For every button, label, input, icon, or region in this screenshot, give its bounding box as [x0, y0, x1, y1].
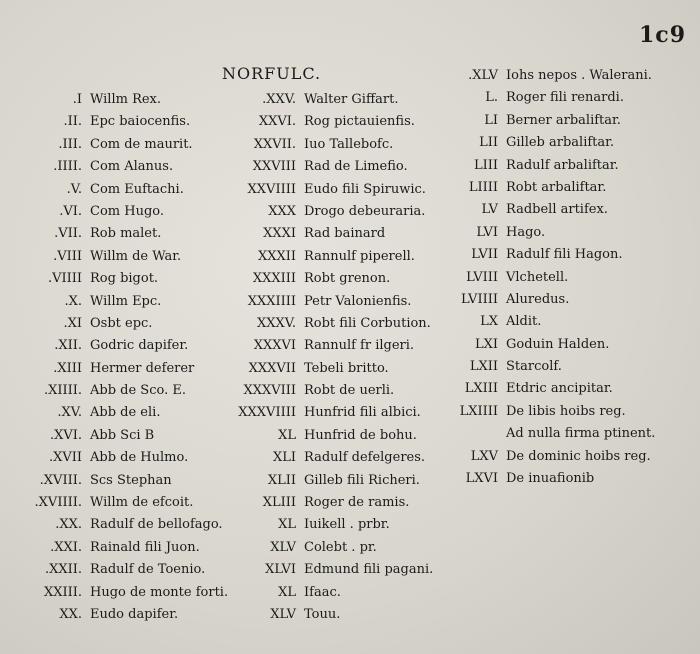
entry-numeral: .XVII	[48, 450, 82, 466]
list-item	[18, 562, 228, 584]
entry-name: Com Alanus.	[90, 159, 174, 175]
list-item	[448, 426, 655, 448]
entry-name: Gilleb fili Richeri.	[304, 472, 420, 488]
entry-numeral: XL	[278, 584, 296, 600]
entry-numeral: .XVI.	[49, 427, 82, 443]
column-2	[228, 92, 433, 629]
entry-name: Rannulf fr ilgeri.	[304, 338, 415, 354]
entry-numeral: XXXIII	[252, 271, 296, 287]
entry-name: Radulf defelgeres.	[304, 450, 426, 466]
entry-numeral: LIII	[473, 157, 498, 173]
entry-numeral: .IIII.	[53, 159, 82, 175]
entry-name: Godric dapifer.	[90, 338, 189, 354]
entry-numeral: LXV	[470, 448, 498, 464]
list-item	[448, 449, 655, 471]
list-item	[18, 607, 228, 629]
list-item	[18, 204, 228, 226]
list-item	[18, 585, 228, 607]
entry-name: Berner arbaliftar.	[506, 112, 621, 128]
entry-name: Hago.	[506, 224, 546, 240]
entry-numeral: XLI	[272, 450, 296, 466]
entry-numeral: .XIII	[53, 360, 82, 376]
entry-name: Eudo fili Spiruwic.	[304, 181, 426, 197]
entry-name: Radbell artifex.	[506, 202, 608, 218]
entry-name: Roger fili renardi.	[506, 90, 624, 106]
entry-numeral: XLV	[270, 539, 296, 555]
entry-name: Aluredus.	[506, 291, 570, 307]
entry-name: Com Euftachi.	[90, 181, 184, 197]
entry-name: Ad nulla firma ptinent.	[506, 426, 656, 442]
entry-numeral: .X.	[64, 293, 82, 309]
list-item	[228, 562, 433, 584]
list-item	[228, 338, 433, 360]
entry-numeral: XLIII	[262, 495, 296, 511]
list-item	[228, 585, 433, 607]
entry-numeral: XL	[278, 427, 296, 443]
column-1	[18, 92, 228, 629]
list-item	[18, 450, 228, 472]
entry-numeral: XXXVIIII	[238, 405, 296, 421]
entry-name: De inuafionib	[506, 471, 595, 487]
list-item	[18, 405, 228, 427]
entry-name: Robt grenon.	[304, 271, 391, 287]
entry-numeral: XXXVII	[248, 360, 296, 376]
entry-numeral: LIIII	[468, 179, 498, 195]
list-item	[228, 92, 433, 114]
list-item	[228, 428, 433, 450]
page-heading: NORFULC.	[222, 64, 322, 83]
list-item	[228, 450, 433, 472]
entry-numeral: LXII	[469, 359, 498, 375]
entry-numeral: XLV	[270, 606, 296, 622]
entry-numeral: .XXI.	[50, 539, 82, 555]
entry-name: Hunfrid de bohu.	[304, 427, 417, 443]
list-item	[448, 270, 655, 292]
list-item	[448, 404, 655, 426]
entry-name: Rannulf piperell.	[304, 248, 415, 264]
list-item	[18, 495, 228, 517]
entry-numeral: XXXV.	[256, 315, 296, 331]
entry-name: Osbt epc.	[90, 315, 153, 331]
entry-numeral: LXIIII	[459, 403, 498, 419]
entry-name: Com Hugo.	[90, 203, 164, 219]
list-item	[18, 294, 228, 316]
list-item	[448, 113, 655, 135]
entry-numeral: .VIII	[53, 248, 82, 264]
entry-numeral: .XXII.	[44, 562, 82, 578]
list-item	[448, 292, 655, 314]
entry-numeral: L.	[485, 90, 498, 106]
entry-name: Gilleb arbaliftar.	[506, 135, 615, 151]
entry-numeral: XXVIIII	[247, 181, 296, 197]
entry-name: Iohs nepos . Walerani.	[506, 68, 652, 83]
entry-numeral: .XII.	[54, 338, 82, 354]
entry-name: Hunfrid fili albici.	[304, 405, 421, 421]
entry-name: Petr Valonienfis.	[304, 293, 412, 309]
entry-numeral: LVIIII	[460, 291, 498, 307]
list-item	[18, 338, 228, 360]
list-item	[18, 226, 228, 248]
list-item	[228, 204, 433, 226]
entry-name: Radulf de Toenio.	[90, 562, 206, 578]
entry-name: Willm Rex.	[90, 92, 162, 107]
list-item	[18, 361, 228, 383]
entry-name: Ifaac.	[304, 584, 341, 600]
list-item	[18, 182, 228, 204]
entry-name: Roger de ramis.	[304, 495, 410, 511]
entry-numeral: XXXVIII	[243, 383, 296, 399]
entry-name: Abb de eli.	[90, 405, 161, 421]
entry-name: Etdric ancipitar.	[506, 381, 613, 397]
list-item	[448, 337, 655, 359]
entry-name: Hermer deferer	[90, 360, 195, 376]
entry-name: Rog bigot.	[90, 271, 159, 287]
entry-name: Robt de uerli.	[304, 383, 395, 399]
entry-numeral: LV	[481, 202, 498, 218]
list-item	[228, 182, 433, 204]
list-item	[18, 114, 228, 136]
entry-numeral: .V.	[66, 181, 82, 197]
entry-numeral: .I	[72, 92, 82, 107]
list-item	[228, 495, 433, 517]
list-item	[18, 271, 228, 293]
entry-numeral: XX.	[59, 606, 82, 622]
entry-numeral: .XV.	[57, 405, 82, 421]
entry-numeral: XXIII.	[43, 584, 82, 600]
entry-name: Starcolf.	[506, 359, 562, 375]
entry-numeral: .XLV	[468, 68, 498, 83]
entry-numeral: LXIII	[464, 381, 498, 397]
entry-name: Abb de Hulmo.	[90, 450, 189, 466]
entry-numeral: LII	[479, 135, 498, 151]
list-item	[228, 405, 433, 427]
entry-numeral: .XVIIII.	[34, 495, 82, 511]
entry-name: Willm de efcoit.	[90, 495, 194, 511]
list-item	[18, 137, 228, 159]
entry-name: Rad bainard	[304, 226, 386, 242]
list-item	[448, 158, 655, 180]
list-item	[18, 92, 228, 114]
entry-numeral: LI	[484, 112, 498, 128]
entry-numeral: .III.	[58, 136, 82, 152]
entry-name: Aldit.	[506, 314, 542, 330]
entry-numeral: XXXVI	[253, 338, 296, 354]
entry-numeral: XXX	[268, 203, 296, 219]
list-item	[228, 383, 433, 405]
list-item	[448, 471, 655, 493]
entry-name: Hugo de monte forti.	[90, 584, 229, 600]
entry-name: Iuo Tallebofc.	[304, 136, 394, 152]
list-item	[228, 249, 433, 271]
entry-numeral: .II.	[63, 114, 82, 130]
entry-name: Radulf fili Hagon.	[506, 247, 623, 263]
entry-numeral: LX	[480, 314, 498, 330]
entry-name: Rainald fili Juon.	[90, 539, 200, 555]
list-item	[448, 202, 655, 224]
entry-numeral: XXVI.	[258, 114, 296, 130]
entry-numeral: LVIII	[466, 269, 498, 285]
list-item	[228, 271, 433, 293]
entry-name: Abb Sci B	[90, 427, 155, 443]
list-item	[448, 247, 655, 269]
entry-numeral: .XIIII.	[43, 383, 82, 399]
entry-name: Iuikell . prbr.	[304, 517, 390, 533]
entry-numeral: LXI	[474, 336, 498, 352]
entry-numeral: .VI.	[59, 203, 82, 219]
list-item	[228, 540, 433, 562]
list-item	[18, 383, 228, 405]
entry-name: Radulf arbaliftar.	[506, 157, 619, 173]
entry-numeral: XLII	[267, 472, 296, 488]
entry-numeral: XL	[278, 517, 296, 533]
list-item	[228, 316, 433, 338]
list-item	[448, 135, 655, 157]
entry-numeral: XLVI	[265, 562, 296, 578]
column-3	[448, 68, 655, 493]
entry-name: Goduin Halden.	[506, 336, 610, 352]
list-item	[448, 90, 655, 112]
list-item	[448, 180, 655, 202]
entry-name: Radulf de bellofago.	[90, 517, 223, 533]
entry-name: Walter Giffart.	[304, 92, 399, 107]
entry-numeral: .XI	[63, 315, 82, 331]
entry-name: Tebeli britto.	[304, 360, 389, 376]
entry-numeral: .XVIII.	[39, 472, 82, 488]
entry-name: Com de maurit.	[90, 136, 193, 152]
list-item	[448, 359, 655, 381]
entry-name: Eudo dapifer.	[90, 606, 179, 622]
entry-name: Rad de Limefio.	[304, 159, 408, 175]
list-item	[228, 607, 433, 629]
list-item	[18, 473, 228, 495]
entry-numeral: XXXIIII	[247, 293, 296, 309]
entry-numeral: .XX.	[55, 517, 82, 533]
entry-numeral: XXXI	[263, 226, 296, 242]
list-item	[228, 517, 433, 539]
page-number: 1c9	[638, 22, 686, 48]
entry-numeral: LVI	[476, 224, 498, 240]
entry-numeral: .VII.	[54, 226, 82, 242]
entry-name: Vlchetell.	[506, 269, 569, 285]
entry-numeral: .VIIII	[47, 271, 82, 287]
entry-name: Colebt . pr.	[304, 539, 377, 555]
entry-name: Scs Stephan	[90, 472, 172, 488]
list-item	[228, 114, 433, 136]
list-item	[18, 428, 228, 450]
entry-name: Touu.	[304, 606, 341, 622]
list-item	[18, 249, 228, 271]
entry-name: Rog pictauienfis.	[304, 114, 415, 130]
entry-numeral: XXVII.	[253, 136, 296, 152]
entry-numeral: LVII	[471, 247, 498, 263]
list-item	[18, 540, 228, 562]
list-item	[228, 159, 433, 181]
list-item	[18, 316, 228, 338]
entry-name: Edmund fili pagani.	[304, 562, 434, 578]
entry-numeral: .XXV.	[262, 92, 296, 107]
list-item	[448, 68, 655, 90]
list-item	[228, 473, 433, 495]
entry-name: De libis hoibs reg.	[506, 403, 626, 419]
entry-name: Abb de Sco. E.	[90, 383, 186, 399]
list-item	[18, 159, 228, 181]
list-item	[228, 294, 433, 316]
entry-name: Willm de War.	[90, 248, 182, 264]
list-item	[228, 137, 433, 159]
list-item	[448, 225, 655, 247]
list-item	[228, 361, 433, 383]
list-item	[448, 381, 655, 403]
list-item	[448, 314, 655, 336]
entry-name: Robt arbaliftar.	[506, 179, 607, 195]
entry-name: Drogo debeuraria.	[304, 203, 426, 219]
entry-name: De dominic hoibs reg.	[506, 448, 651, 464]
entry-numeral: XXXII	[257, 248, 296, 264]
entry-name: Willm Epc.	[90, 293, 162, 309]
entry-name: Rob malet.	[90, 226, 162, 242]
entry-numeral: LXVI	[465, 471, 498, 487]
list-item	[228, 226, 433, 248]
list-item	[18, 517, 228, 539]
entry-name: Epc baiocenfis.	[90, 114, 191, 130]
entry-numeral: XXVIII	[252, 159, 296, 175]
entry-name: Robt fili Corbution.	[304, 315, 431, 331]
